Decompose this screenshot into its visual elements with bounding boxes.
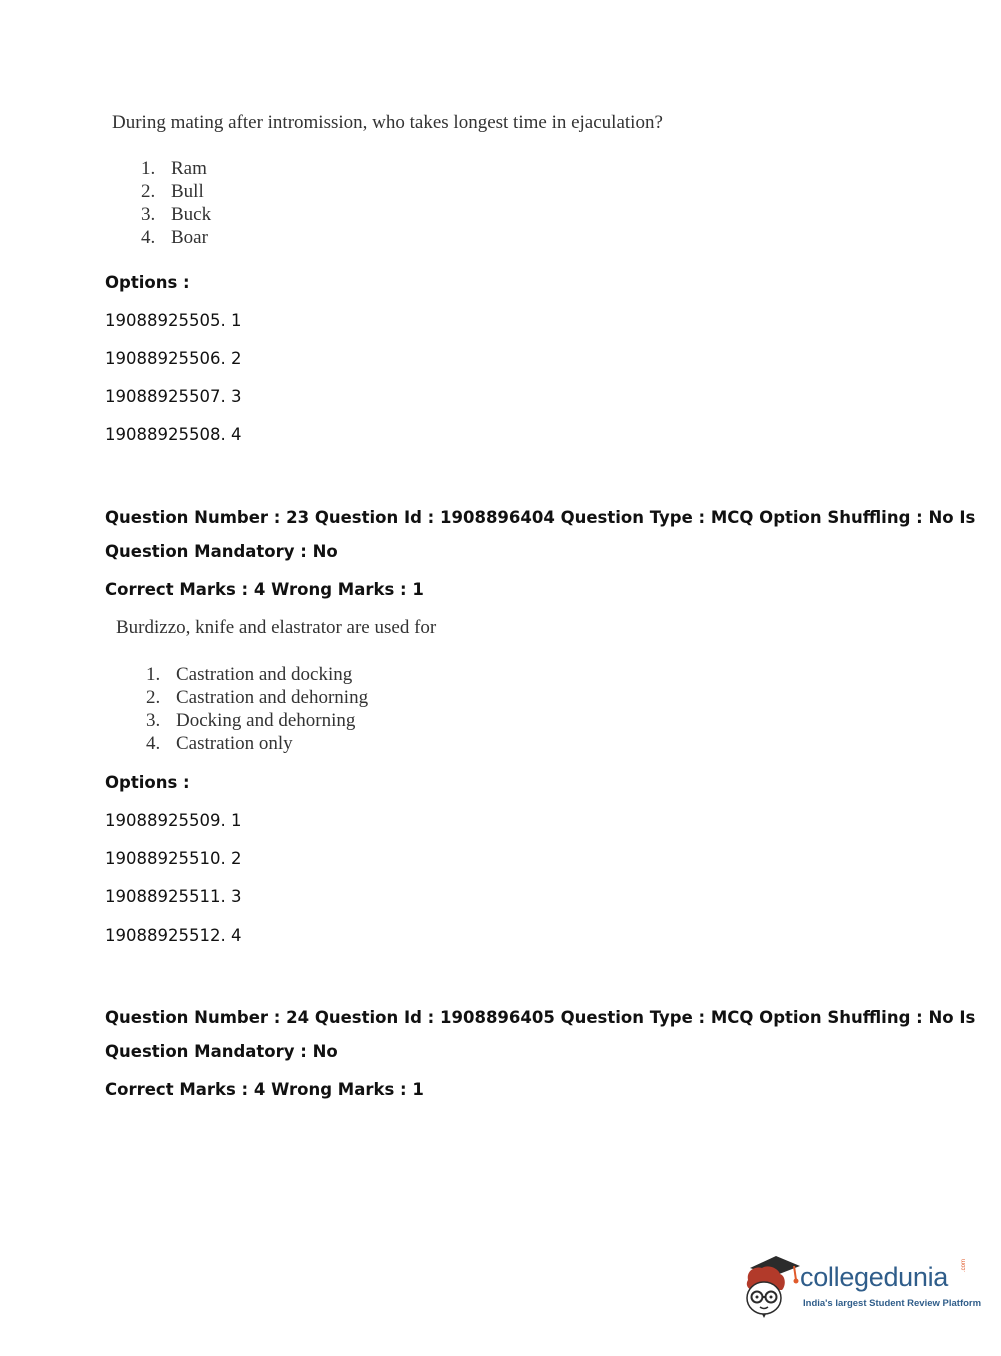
- question-marks: Correct Marks : 4 Wrong Marks : 1: [105, 1080, 424, 1099]
- choice-list: [146, 663, 368, 755]
- option-id: 19088925512. 4: [105, 926, 242, 945]
- list-item: 3. Docking and dehorning: [146, 710, 356, 731]
- choice-list: [141, 157, 211, 249]
- option-id: 19088925507. 3: [105, 387, 242, 406]
- question-mandatory: Question Mandatory : No: [105, 542, 338, 561]
- options-label: Options :: [105, 773, 190, 792]
- list-item: 2. Castration and dehorning: [146, 687, 369, 708]
- question-mandatory: Question Mandatory : No: [105, 1042, 338, 1061]
- logo-wordmark: collegedunia: [800, 1262, 949, 1292]
- option-id: 19088925510. 2: [105, 849, 242, 868]
- option-id: 19088925511. 3: [105, 887, 242, 906]
- options-label: Options :: [105, 273, 190, 292]
- option-id: 19088925506. 2: [105, 349, 242, 368]
- question-text: Burdizzo, knife and elastrator are used for: [116, 617, 437, 638]
- list-item: 4. Boar: [141, 227, 208, 248]
- list-item: 2. Bull: [141, 181, 204, 202]
- logo-domain: .com: [961, 1258, 967, 1272]
- list-item: 3. Buck: [141, 204, 212, 225]
- option-id: 19088925509. 1: [105, 811, 242, 830]
- question-header: Question Number : 23 Question Id : 1908896404 Question Type : MCQ Option Shuffling : No Is: [105, 508, 976, 527]
- question-marks: Correct Marks : 4 Wrong Marks : 1: [105, 580, 424, 599]
- logo-tagline: India's largest Student Review Platform: [803, 1298, 982, 1309]
- mascot-icon: [742, 1250, 802, 1318]
- question-header: Question Number : 24 Question Id : 1908896405 Question Type : MCQ Option Shuffling : No Is: [105, 1008, 976, 1027]
- list-item: 1. Castration and docking: [146, 664, 353, 685]
- list-item: 4. Castration only: [146, 733, 293, 754]
- question-text: During mating after intromission, who takes longest time in ejaculation?: [112, 112, 663, 133]
- collegedunia-logo: [742, 1248, 982, 1320]
- option-id: 19088925508. 4: [105, 425, 242, 444]
- option-id: 19088925505. 1: [105, 311, 242, 330]
- list-item: 1. Ram: [141, 158, 207, 179]
